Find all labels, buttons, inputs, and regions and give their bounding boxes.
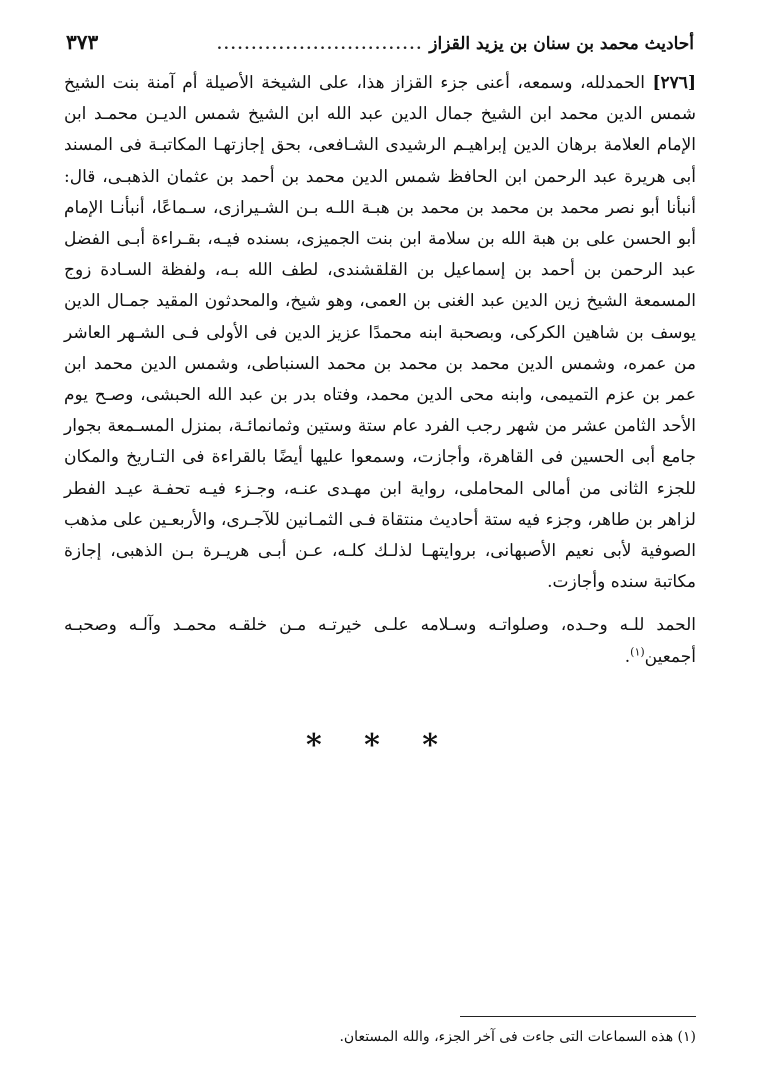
closing-paragraph [64,610,696,672]
footnote-reference[interactable]: (١) [630,645,645,658]
hadith-paragraph [64,68,696,598]
hadith-number: [٢٧٦] [652,73,696,93]
running-head [66,30,694,64]
running-title: أحاديث محمد بن سنان بن يزيد القزاز [429,34,694,54]
dot-leader: .............................. [217,37,424,53]
page-number: ٣٧٣ [66,30,99,54]
closing-text: الحمد للـه وحـده، وصلواتـه وسـلامه علـى خيرتـه مـن خلقـه محمـد وآلـه وصحبـه أجمعين [64,615,696,667]
hadith-text: الحمدلله، وسمعه، أعنى جزء القزاز هذا، على الشيخة الأصيلة أم آمنة بنت الشيخ شمس الدين محمد ابن الشيخ جمال الدين عبد الله ابن الشيخ شمس الديـن محمـد ابن الإمام العلامة برهان الدين إبراهيـم الرشيدى الشـافعى، بحق إجازتهـا المكاتبـة فى المسند أبى هريرة عبد الرحمن ابن الحافظ شمس الدين محمد بن أحمد بن عثمان الذهبـى، قال: أنبأنا أبو نصر محمد بن محمد بن محمد بن هبـة اللـه بـن الشـيرازى، سـماعًا، أنبأنـا الإمام أبو الحسن على بن هبة الله بن سلامة ابن بنت الجميزى، بسنده فيـه، بقـراءة أبـى الفضل عبد الرحمن بن أحمد بن إسماعيل بن القلقشندى، لطف الله بـه، ولفظة السـادة زوج المسمعة الشيخ زين الدين عبد الغنى بن العمى، وهو شيخ، والمحدثون المقيد جمـال الدين يوسف بن شاهين الكركى، وبصحبة ابنه محمدًا عزيز الدين فى الأولى فـى الشـهر العاشر من عمره، وشمس الدين محمد بن محمد بن محمد السنباطى، وشمس الدين محمد ابن عمر بن عزم التميمى، وابنه محى الدين محمد، وفتاه بدر بن عبد الله الحبشى، وصـح يوم الأحد الثامن عشر من شهر رجب الفرد عام ستة وستين وثمانمائـة، بمنزل المسـمعة بجوار جامع أبى الحسين فى القاهرة، وأجازت، وسمعوا عليها أيضًا بالقراءة فى التـاريخ والمكان للجزء الثانى من أمالى المحاملى، رواية ابن مهـدى عنـه، وجـزء فيـه تحفـة عيـد الفطر لزاهر بن طاهر، وجزء فيه ستة أحاديث منتقاة فـى الثمـانين للآجـرى، والأربعـين على مذهب الصوفية لأبى نعيم الأصبهانى، بروايتهـا لذلـك كلـه، عـن أبـى هريـرة بـن الذهبى، إجازة مكاتبة سنده وأجازت. [64,73,696,593]
main-text [64,68,696,673]
footnote-rule [460,1016,696,1017]
closing-period: . [624,646,631,667]
asterism-separator: * * * [306,728,454,763]
footnote: (١) هذه السماعات التى جاءت فى آخر الجزء، والله المستعان. [339,1029,696,1045]
